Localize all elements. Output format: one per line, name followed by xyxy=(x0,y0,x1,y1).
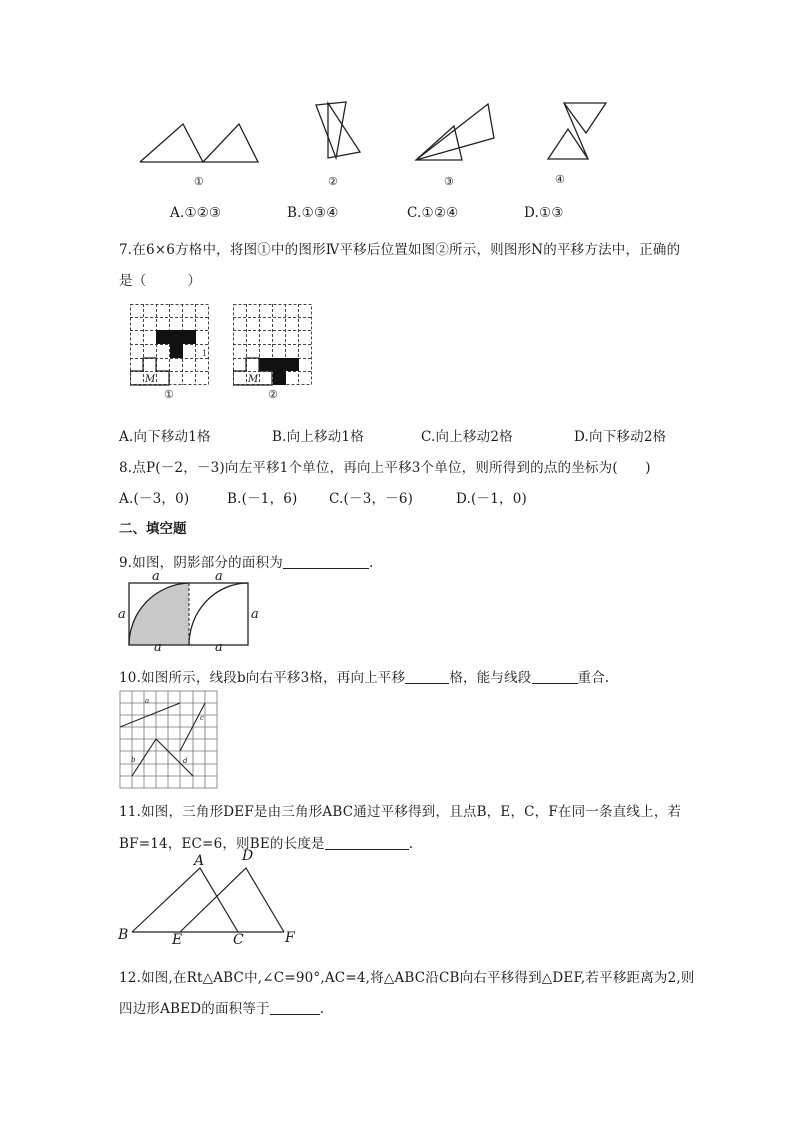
q11-figure xyxy=(128,864,294,936)
q7-fig-label-2: ② xyxy=(268,388,278,401)
q7-stem-line1: 7.在6×6方格中，将图①中的图形Ⅳ平移后位置如图②所示，则图形N的平移方法中，正确的 xyxy=(119,242,681,258)
q11-point-c: C xyxy=(233,932,244,948)
q9-label-top-right: a xyxy=(215,569,223,584)
q9-answer-blank[interactable] xyxy=(283,556,369,569)
q7-grid-figure-2 xyxy=(233,304,315,388)
q9-label-left: a xyxy=(118,607,126,622)
q7-grid1-m-label: M xyxy=(145,374,156,385)
q11-point-f: F xyxy=(285,930,295,946)
q6-figure-1 xyxy=(138,118,260,168)
q12-stem-line2 xyxy=(119,997,324,1017)
q9-stem-end: . xyxy=(368,555,374,571)
q7-fig-label-1: ① xyxy=(164,388,174,401)
q7-option-a[interactable]: A.向下移动1格 xyxy=(119,429,211,445)
q6-option-c[interactable]: C.①②④ xyxy=(407,205,459,221)
q10-stem xyxy=(119,666,609,686)
q6-figure-3 xyxy=(414,102,498,164)
q10-grid-figure xyxy=(119,690,219,790)
q9-label-bottom-right: a xyxy=(215,640,223,655)
q8-stem: 8.点P(－2，－3)向左平移1个单位，再向上平移3个单位，则所得到的点的坐标为( ) xyxy=(119,460,651,476)
q10-seg-label-c: c xyxy=(200,714,204,722)
q6-fig-label-2: ② xyxy=(328,175,338,188)
q12-stem-text: 四边形ABED的面积等于 xyxy=(119,1001,270,1017)
q9-label-right: a xyxy=(251,607,259,622)
q7-option-b[interactable]: B.向上移动1格 xyxy=(272,429,364,445)
q7-option-d[interactable]: D.向下移动2格 xyxy=(574,429,667,445)
q6-option-d[interactable]: D.①③ xyxy=(524,205,564,221)
q12-stem-end: . xyxy=(319,1001,325,1017)
q8-option-a[interactable]: A.(－3，0) xyxy=(119,491,190,507)
q11-stem-line1: 11.如图，三角形DEF是由三角形ABC通过平移得到，且点B，E，C，F在同一条直线上，若 xyxy=(119,804,682,820)
q11-point-d: D xyxy=(242,848,254,864)
q6-fig-label-3: ③ xyxy=(444,175,454,188)
q10-stem-end: 重合. xyxy=(577,670,610,686)
q10-answer-blank-1[interactable] xyxy=(405,671,449,684)
q12-stem-line1: 12.如图,在Rt△ABC中,∠C=90°,AC=4,将△ABC沿CB向右平移得到△DEF,若平移距离为2,则 xyxy=(119,970,695,986)
section-heading-fill-blank: 二、填空题 xyxy=(119,521,187,537)
q6-option-b[interactable]: B.①③④ xyxy=(287,205,339,221)
q9-figure xyxy=(128,582,250,646)
q6-fig-label-4: ④ xyxy=(555,173,565,186)
q7-stem-line2: 是（ ） xyxy=(119,273,202,289)
svg-text:1: 1 xyxy=(202,349,208,358)
q10-stem-text: 10.如图所示，线段b向右平移3格，再向上平移 xyxy=(119,670,406,686)
q10-stem-mid: 格，能与线段 xyxy=(449,670,532,686)
q6-figure-2 xyxy=(312,100,362,162)
q10-seg-label-d: d xyxy=(183,757,188,765)
q6-option-a[interactable]: A.①②③ xyxy=(170,205,222,221)
q11-point-a: A xyxy=(194,853,205,869)
q9-stem xyxy=(119,551,373,571)
q6-fig-label-1: ① xyxy=(194,175,204,188)
q9-stem-text: 9.如图，阴影部分的面积为 xyxy=(119,555,283,571)
q11-stem-text: BF=14，EC=6，则BE的长度是 xyxy=(119,836,325,852)
q12-answer-blank[interactable] xyxy=(270,1002,320,1015)
q9-label-top-left: a xyxy=(152,569,160,584)
q6-figure-4 xyxy=(544,101,608,163)
q11-point-e: E xyxy=(172,932,183,948)
q10-answer-blank-2[interactable] xyxy=(532,671,578,684)
q11-stem-line2 xyxy=(119,832,413,852)
q10-seg-label-a: a xyxy=(145,697,150,705)
q11-stem-end: . xyxy=(408,836,414,852)
q10-seg-label-b: b xyxy=(131,756,136,764)
q8-option-d[interactable]: D.(－1，0) xyxy=(456,491,527,507)
q8-option-b[interactable]: B.(－1，6) xyxy=(227,491,298,507)
q7-grid2-m-label: M xyxy=(248,374,259,385)
q9-label-bottom-left: a xyxy=(154,640,162,655)
q8-option-c[interactable]: C.(－3，－6) xyxy=(329,491,414,507)
q11-answer-blank[interactable] xyxy=(325,837,409,850)
q7-grid-figure-1 xyxy=(130,304,212,388)
q7-option-c[interactable]: C.向上移动2格 xyxy=(421,429,513,445)
q11-point-b: B xyxy=(118,927,129,943)
